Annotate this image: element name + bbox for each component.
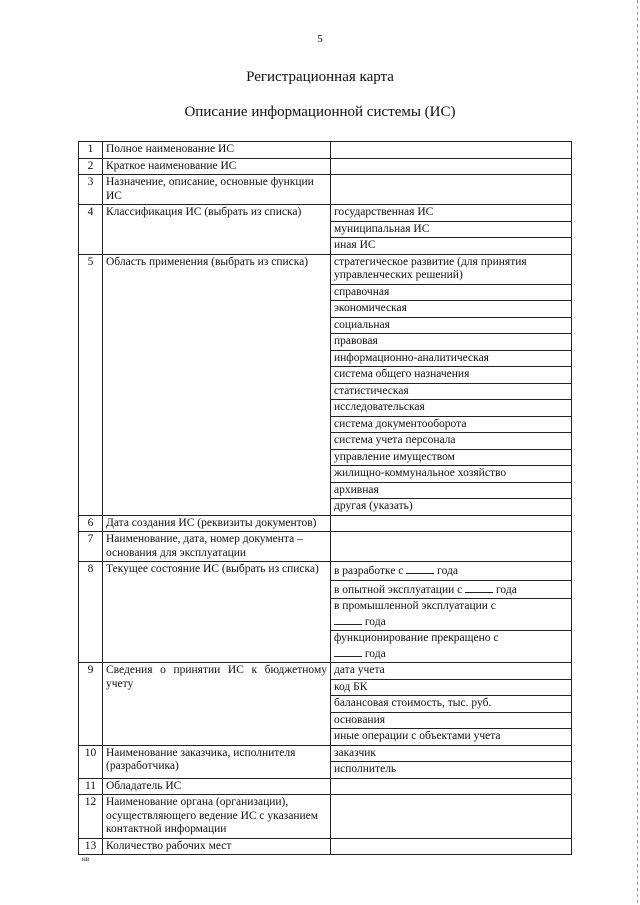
row-number: 8 [79,562,103,663]
row-number: 5 [79,254,103,515]
row-number: 9 [79,663,103,746]
option-cell: исполнитель [331,762,572,779]
row-value [331,142,572,159]
row-label: Полное наименование ИС [103,142,331,159]
row-label: Наименование, дата, номер документа – основания для эксплуатации [103,532,331,562]
row-label: Наименование заказчика, исполнителя (разработчика) [103,745,331,778]
table-row [79,254,572,284]
table-row [79,795,572,839]
row-number: 4 [79,205,103,255]
table-row [79,745,572,762]
document-subtitle: Описание информационной системы (ИС) [184,104,456,120]
row-value [331,778,572,795]
row-label: Область применения (выбрать из списка) [103,254,331,515]
scan-edge [637,0,638,905]
option-cell: стратегическое развитие (для принятия управленческих решений) [331,254,572,284]
option-cell: социальная [331,317,572,334]
table-row [79,663,572,680]
row-value [331,532,572,562]
row-value [331,158,572,175]
row-label: Дата создания ИС (реквизиты документов) [103,515,331,532]
option-cell: иная ИС [331,238,572,255]
option-cell: государственная ИС [331,205,572,222]
option-cell: иные операции с объектами учета [331,729,572,746]
row-number: 7 [79,532,103,562]
registration-card-table [78,141,572,855]
row-number: 13 [79,838,103,855]
table-row [79,562,572,581]
option-cell: жилищно-коммунальное хозяйство [331,466,572,483]
row-number: 12 [79,795,103,839]
option-cell: в промышленной эксплуатации с года [331,599,572,631]
option-cell: справочная [331,284,572,301]
option-cell: экономическая [331,301,572,318]
row-number: 2 [79,158,103,175]
option-cell: управление имуществом [331,449,572,466]
row-label: Обладатель ИС [103,778,331,795]
row-value [331,838,572,855]
document-title: Регистрационная карта [246,69,394,85]
row-value [331,175,572,205]
row-value [331,515,572,532]
row-number: 6 [79,515,103,532]
row-number: 11 [79,778,103,795]
blank-line [334,614,362,625]
row-label: Наименование органа (организации), осуществляющего ведение ИС с указанием контактной информации [103,795,331,839]
row-label: Количество рабочих мест [103,838,331,855]
footer-mark: нв [82,855,90,863]
table-row [79,205,572,222]
row-number: 1 [79,142,103,159]
blank-line [334,646,362,657]
row-label: Текущее состояние ИС (выбрать из списка) [103,562,331,663]
option-cell: исследовательская [331,400,572,417]
page-number: 5 [317,33,323,45]
option-cell: основания [331,712,572,729]
blank-line [406,563,434,574]
option-cell: архивная [331,482,572,499]
option-cell: правовая [331,334,572,351]
option-cell: в разработке с года [331,562,572,581]
blank-line [465,582,493,593]
row-label: Краткое наименование ИС [103,158,331,175]
row-number: 3 [79,175,103,205]
option-cell: система учета персонала [331,433,572,450]
row-label: Назначение, описание, основные функции ИС [103,175,331,205]
row-value [331,795,572,839]
table-row [79,515,572,532]
option-cell: статистическая [331,383,572,400]
row-number: 10 [79,745,103,778]
table-row [79,532,572,562]
option-cell: код БК [331,679,572,696]
option-cell: информационно-аналитическая [331,350,572,367]
option-cell: система общего назначения [331,367,572,384]
option-cell: заказчик [331,745,572,762]
option-cell: функционирование прекращено с года [331,631,572,663]
option-cell: в опытной эксплуатации с года [331,580,572,599]
row-label: Сведения о принятии ИС к бюджетному учету [103,663,331,746]
table-row [79,838,572,855]
row-label: Классификация ИС (выбрать из списка) [103,205,331,255]
option-cell: другая (указать) [331,499,572,516]
table-row [79,142,572,159]
table-row [79,158,572,175]
table-row [79,175,572,205]
table-row [79,778,572,795]
option-cell: дата учета [331,663,572,680]
option-cell: система документооборота [331,416,572,433]
option-cell: муниципальная ИС [331,221,572,238]
option-cell: балансовая стоимость, тыс. руб. [331,696,572,713]
